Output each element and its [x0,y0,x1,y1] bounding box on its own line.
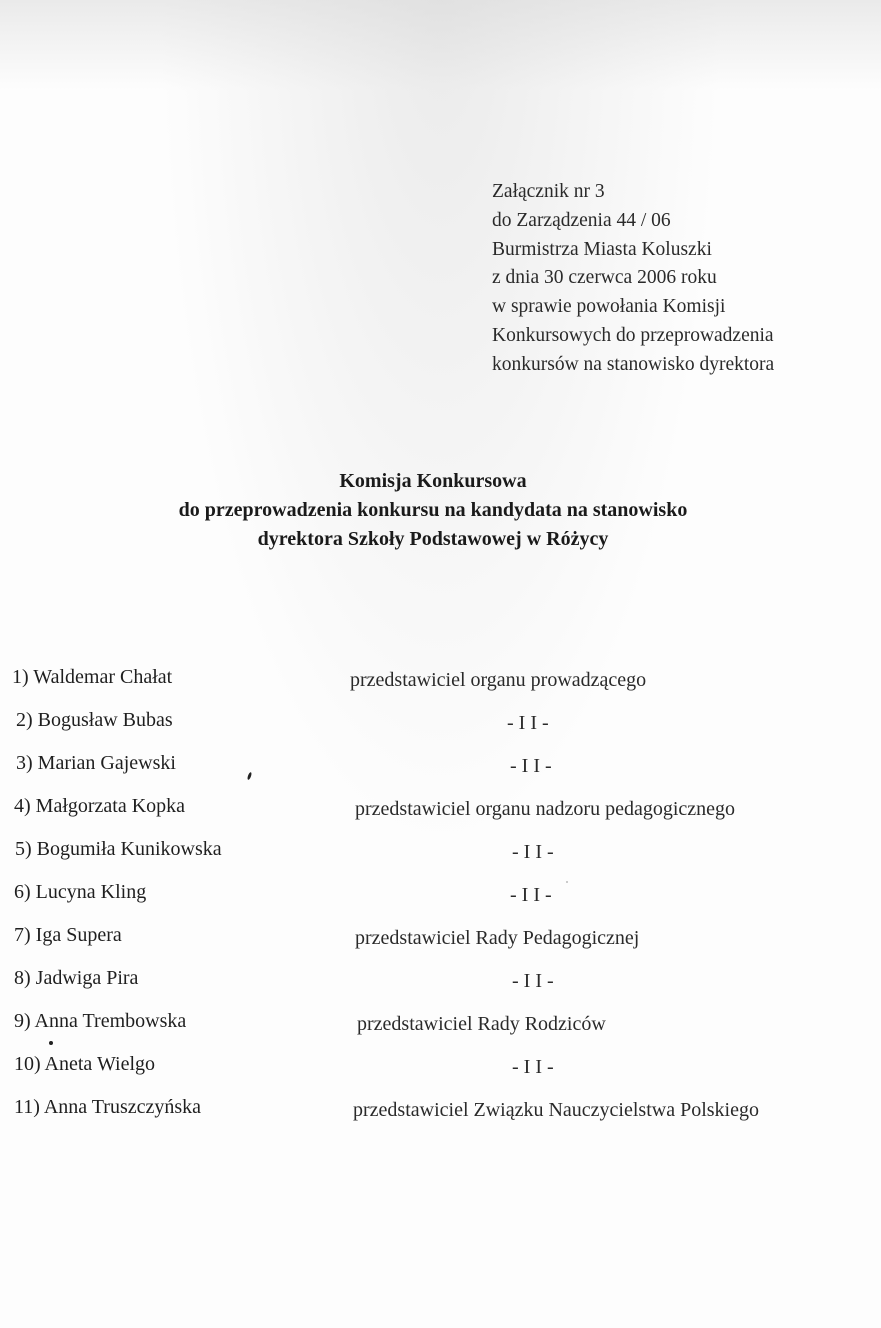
member-role: - I I - [510,755,552,777]
scan-speck [566,881,568,883]
member-role: przedstawiciel Rady Pedagogicznej [355,927,640,949]
member-role: przedstawiciel Rady Rodziców [357,1013,606,1035]
member-name: 11) Anna Truszczyńska [14,1096,202,1118]
title-line: dyrektora Szkoły Podstawowej w Różycy [257,528,609,550]
member-role: - I I - [512,970,554,992]
scan-speck [49,1041,53,1045]
scan-speck [247,772,253,781]
member-name: 2) Bogusław Bubas [16,709,173,731]
attachment-line: w sprawie powołania Komisji [492,296,726,318]
member-role: - I I - [510,884,552,906]
member-role: przedstawiciel organu nadzoru pedagogicznego [355,798,736,820]
member-role: przedstawiciel organu prowadzącego [350,669,647,691]
attachment-line: Konkursowych do przeprowadzenia [492,324,774,346]
attachment-line: z dnia 30 czerwca 2006 roku [492,267,717,289]
member-role: - I I - [512,841,554,863]
member-name: 6) Lucyna Kling [14,881,147,903]
member-role: przedstawiciel Związku Nauczycielstwa Polskiego [353,1099,759,1121]
document-title [0,467,866,554]
attachment-line: do Zarządzenia 44 / 06 [492,209,671,231]
attachment-line: konkursów na stanowisko dyrektora [492,353,775,375]
member-role: - I I - [512,1056,554,1078]
scan-shadow [0,0,881,90]
title-line: Komisja Konkursowa [339,470,527,492]
member-name: 3) Marian Gajewski [16,752,176,774]
member-name: 8) Jadwiga Pira [14,967,139,989]
member-name: 1) Waldemar Chałat [12,666,173,688]
attachment-line: Załącznik nr 3 [492,181,605,202]
attachment-line: Burmistrza Miasta Koluszki [492,238,712,260]
member-name: 10) Aneta Wielgo [14,1053,156,1075]
attachment-header [492,178,862,380]
member-name: 7) Iga Supera [14,924,122,946]
member-name: 9) Anna Trembowska [14,1010,187,1032]
title-line: do przeprowadzenia konkursu na kandydata na stanowisko [178,499,688,521]
member-name: 4) Małgorzata Kopka [14,795,186,817]
member-role: - I I - [507,712,549,734]
member-name: 5) Bogumiła Kunikowska [15,838,222,860]
